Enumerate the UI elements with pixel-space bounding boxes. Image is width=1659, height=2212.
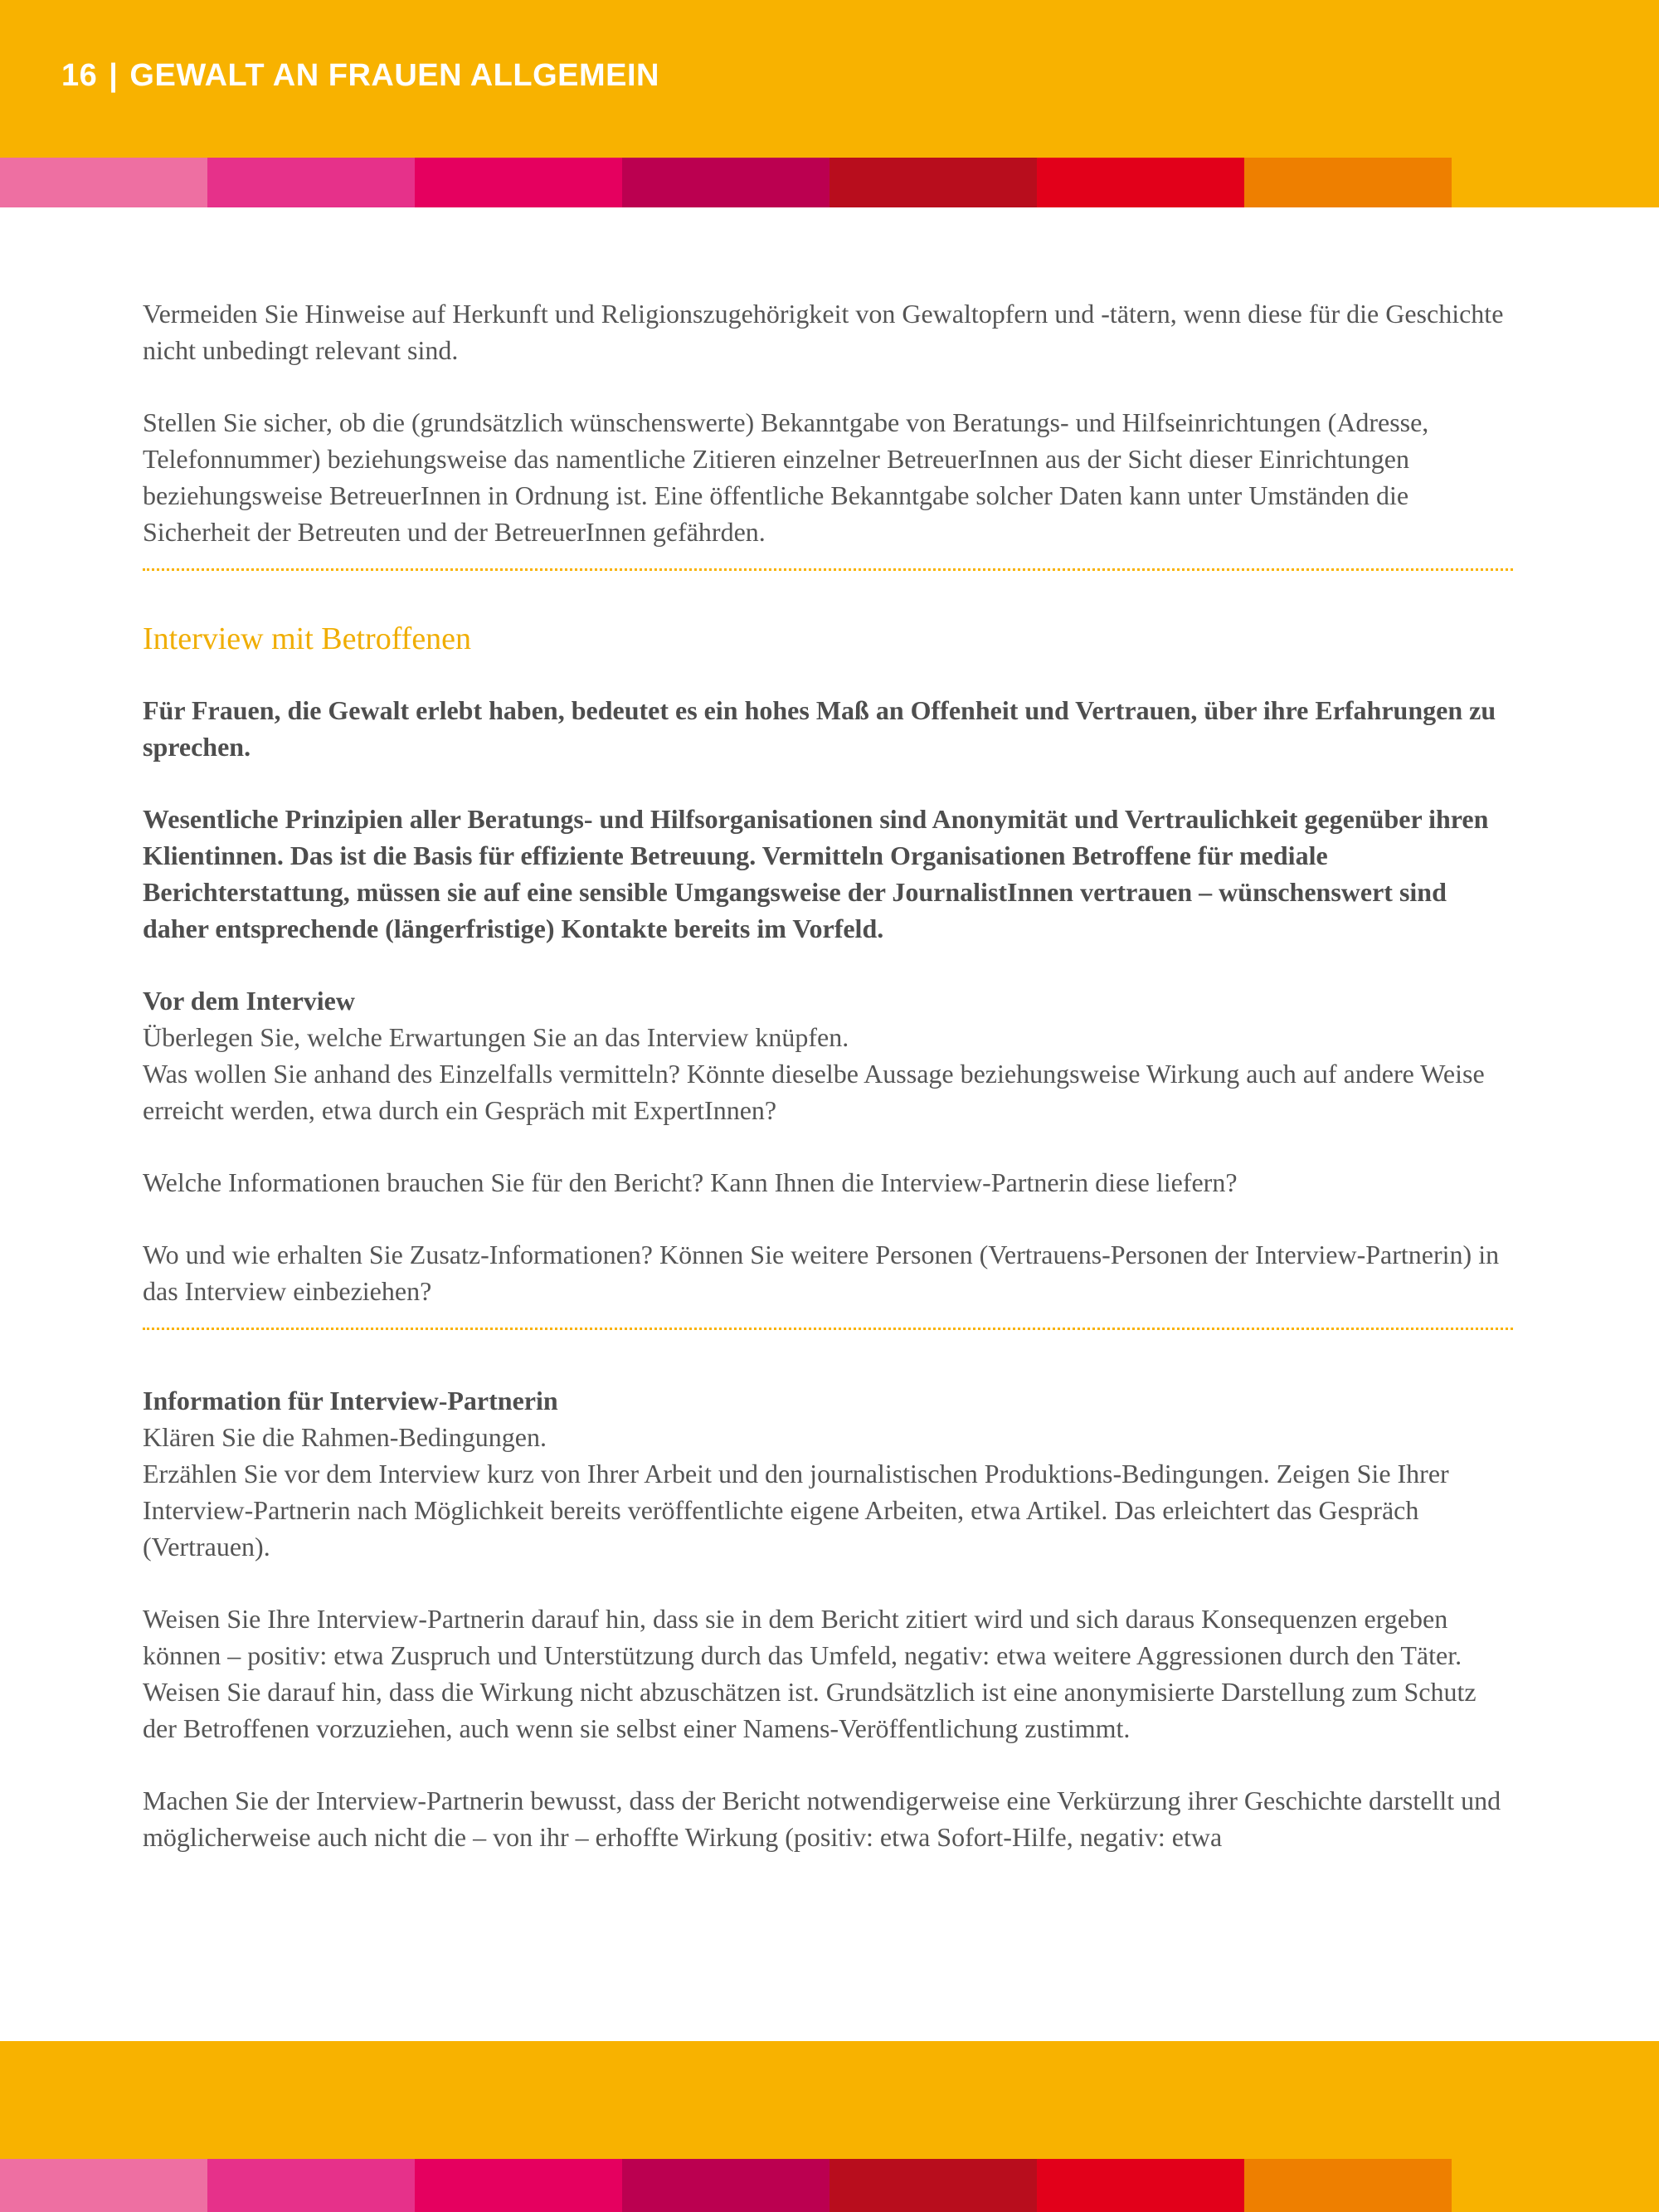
- section-title: Interview mit Betroffenen: [143, 621, 472, 656]
- stripe-segment: [415, 158, 622, 207]
- before-paragraph-2: Welche Informationen brauchen Sie für den Bericht? Kann Ihnen die Interview-Partnerin diese liefern?: [143, 1167, 1238, 1197]
- stripe-segment: [207, 158, 415, 207]
- info-paragraph-3: Machen Sie der Interview-Partnerin bewusst, dass der Bericht notwendigerweise eine Verkürzung ihrer Geschichte darstellt und möglicherweise auch nicht die – von ihr – erhoffte Wirkung (positiv: etwa Sofort-Hilfe, negativ: etwa: [143, 1786, 1501, 1852]
- stripe-segment: [207, 2159, 415, 2212]
- stripe-segment: [0, 158, 207, 207]
- stripe-segment: [415, 2159, 622, 2212]
- header-color-stripe: [0, 158, 1659, 207]
- header-separator: |: [109, 58, 119, 93]
- subheading-before-interview: Vor dem Interview: [143, 986, 355, 1016]
- lead-paragraph-1: Für Frauen, die Gewalt erlebt haben, bedeutet es ein hohes Maß an Offenheit und Vertrauen, über ihre Erfahrungen zu sprechen.: [143, 695, 1496, 762]
- footer-color-stripe: [0, 2159, 1659, 2212]
- before-line-1: Überlegen Sie, welche Erwartungen Sie an das Interview knüpfen.: [143, 1022, 849, 1052]
- stripe-segment: [0, 2159, 207, 2212]
- footer-band: [0, 2041, 1659, 2159]
- page-body: [143, 295, 1513, 1891]
- info-line-2: Erzählen Sie vor dem Interview kurz von Ihrer Arbeit und den journalistischen Produktions-Bedingungen. Zeigen Sie Ihrer Interview-Partnerin nach Möglichkeit bereits veröffentlichte eigene Arbeiten, etwa Artikel. Das erleichtert das Gespräch (Vertrauen).: [143, 1459, 1449, 1562]
- header-title: [61, 58, 659, 94]
- stripe-segment: [1244, 158, 1452, 207]
- chapter-title: GEWALT AN FRAUEN ALLGEMEIN: [129, 58, 659, 93]
- before-paragraph-3: Wo und wie erhalten Sie Zusatz-Informationen? Können Sie weitere Personen (Vertrauens-Personen der Interview-Partnerin) in das Interview einbeziehen?: [143, 1240, 1500, 1306]
- stripe-segment: [622, 158, 830, 207]
- stripe-segment: [830, 2159, 1037, 2212]
- info-paragraph-2: Weisen Sie Ihre Interview-Partnerin darauf hin, dass sie in dem Bericht zitiert wird und sich daraus Konsequenzen ergeben können – positiv: etwa Zuspruch und Unterstützung durch das Umfeld, negativ: etwa weitere Aggressionen durch den Täter. Weisen Sie darauf hin, dass die Wirkung nicht abzuschätzen ist. Grundsätzlich ist eine anonymisierte Darstellung zum Schutz der Betroffenen vorzuziehen, auch wenn sie selbst einer Namens-Veröffentlichung zustimmt.: [143, 1604, 1477, 1743]
- subheading-info-partner: Information für Interview-Partnerin: [143, 1386, 558, 1415]
- page-header: [0, 0, 1659, 158]
- before-interview-block: [143, 982, 1513, 1128]
- intro-paragraph-2: Stellen Sie sicher, ob die (grundsätzlich wünschenswerte) Bekanntgabe von Beratungs- und Hilfseinrichtungen (Adresse, Telefonnummer) beziehungsweise das namentliche Zitieren einzelner BetreuerInnen aus der Sicht dieser Einrichtungen beziehungsweise BetreuerInnen in Ordnung ist. Eine öffentliche Bekanntgabe solcher Daten kann unter Umständen die Sicherheit der Betreuten und der BetreuerInnen gefährden.: [143, 407, 1429, 547]
- lead-paragraph-2: Wesentliche Prinzipien aller Beratungs- und Hilfsorganisationen sind Anonymität und Vertraulichkeit gegenüber ihren Klientinnen. Das ist die Basis für effiziente Betreuung. Vermitteln Organisationen Betroffene für mediale Berichterstattung, müssen sie auf eine sensible Umgangsweise der JournalistInnen vertrauen – wünschenswert sind daher entsprechende (längerfristige) Kontakte bereits im Vorfeld.: [143, 804, 1489, 943]
- stripe-segment: [622, 2159, 830, 2212]
- intro-paragraph-1: Vermeiden Sie Hinweise auf Herkunft und Religionszugehörigkeit von Gewaltopfern und -tätern, wenn diese für die Geschichte nicht unbedingt relevant sind.: [143, 299, 1504, 365]
- dotted-divider: [143, 1328, 1513, 1330]
- stripe-segment: [830, 158, 1037, 207]
- dotted-divider: [143, 568, 1513, 571]
- info-line-1: Klären Sie die Rahmen-Bedingungen.: [143, 1422, 547, 1452]
- stripe-segment: [1037, 158, 1244, 207]
- before-line-2: Was wollen Sie anhand des Einzelfalls vermitteln? Könnte dieselbe Aussage beziehungsweise Wirkung auch auf andere Weise erreicht werden, etwa durch ein Gespräch mit ExpertInnen?: [143, 1059, 1485, 1125]
- stripe-segment: [1037, 2159, 1244, 2212]
- stripe-segment: [1452, 2159, 1659, 2212]
- stripe-segment: [1244, 2159, 1452, 2212]
- page-number: 16: [61, 58, 98, 93]
- stripe-segment: [1452, 158, 1659, 207]
- info-block: [143, 1382, 1513, 1565]
